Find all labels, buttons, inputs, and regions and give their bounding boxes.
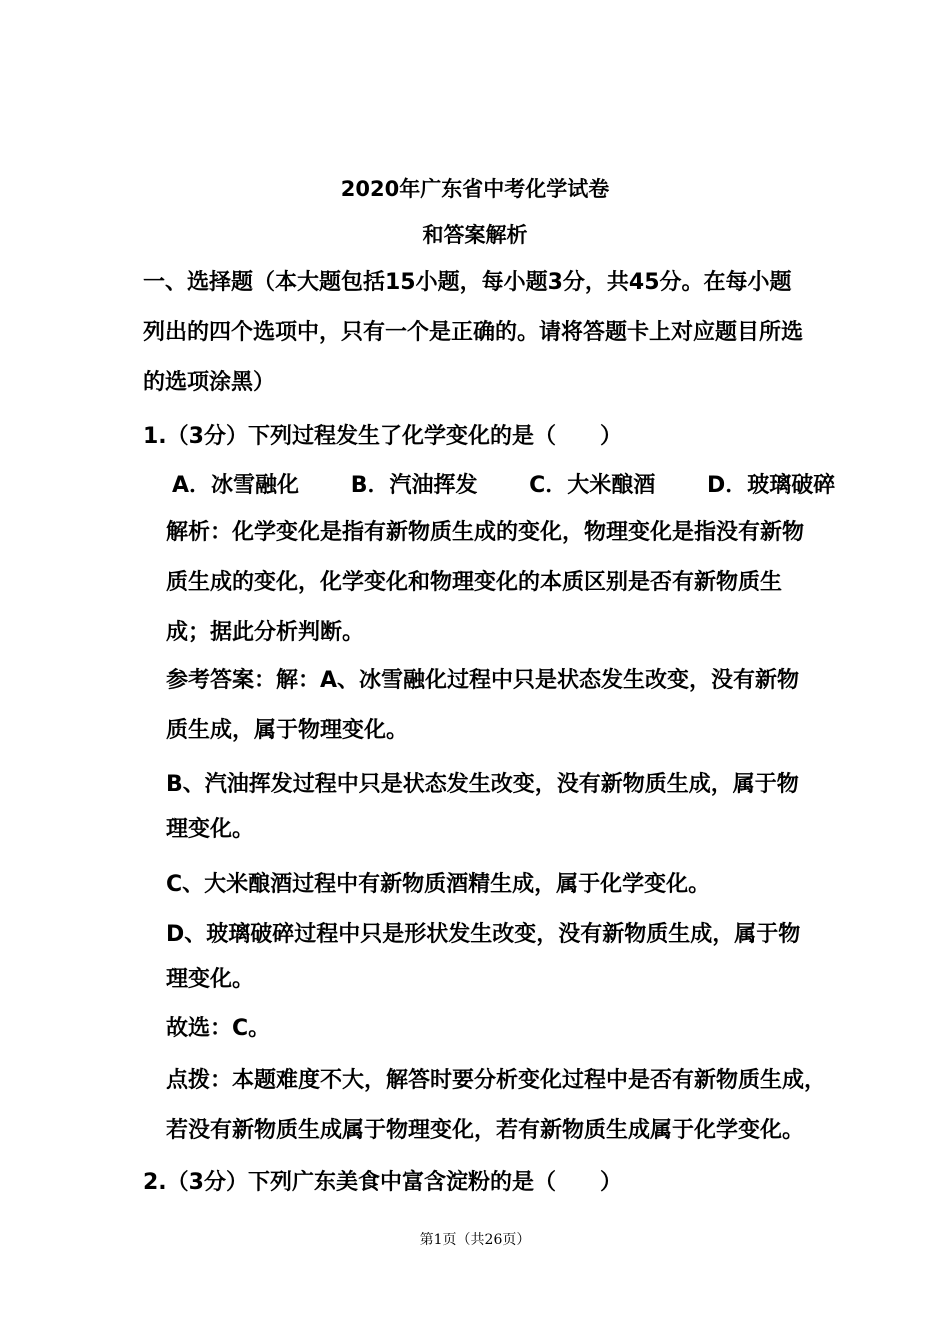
- q1-analysis-line-1: 解析：化学变化是指有新物质生成的变化，物理变化是指没有新物: [166, 520, 805, 545]
- q1-tip-line-2: 若没有新物质生成属于物理变化，若有新物质生成属于化学变化。: [166, 1118, 805, 1143]
- q1-option-d: D．玻璃破碎: [706, 473, 836, 498]
- q1-stem: 1.（3分）下列过程发生了化学变化的是（ ）: [143, 424, 622, 449]
- q1-answer-line-8: 故选：C。: [166, 1016, 271, 1041]
- q1-answer-line-1: 参考答案：解：A、冰雪融化过程中只是状态发生改变，没有新物: [166, 668, 800, 693]
- q1-answer-line-6: D、玻璃破碎过程中只是形状发生改变，没有新物质生成，属于物: [166, 922, 801, 947]
- section-heading-line-1: 一、选择题（本大题包括15小题，每小题3分，共45分。在每小题: [143, 270, 792, 295]
- q2-stem: 2.（3分）下列广东美食中富含淀粉的是（ ）: [143, 1170, 622, 1195]
- q1-option-b: B．汽油挥发: [350, 473, 478, 498]
- section-heading-line-3: 的选项涂黑）: [143, 370, 276, 395]
- q1-option-a: A．冰雪融化: [172, 473, 300, 498]
- q1-analysis-line-2: 质生成的变化，化学变化和物理变化的本质区别是否有新物质生: [166, 570, 783, 595]
- q1-analysis-line-3: 成；据此分析判断。: [166, 620, 365, 645]
- q1-answer-line-4: 理变化。: [166, 817, 255, 842]
- q1-options: [172, 473, 879, 499]
- section-heading-line-2: 列出的四个选项中，只有一个是正确的。请将答题卡上对应题目所选: [143, 320, 804, 345]
- q1-tip-line-1: 点拨：本题难度不大，解答时要分析变化过程中是否有新物质生成，: [166, 1068, 827, 1093]
- q1-answer-line-5: C、大米酿酒过程中有新物质酒精生成，属于化学变化。: [166, 872, 711, 897]
- document-title: 2020年广东省中考化学试卷: [340, 177, 610, 201]
- q1-answer-line-3: B、汽油挥发过程中只是状态发生改变，没有新物质生成，属于物: [166, 772, 799, 797]
- q1-option-c: C．大米酿酒: [529, 473, 656, 498]
- page-footer: 第1页（共26页）: [419, 1232, 531, 1248]
- document-subtitle: 和答案解析: [422, 223, 528, 247]
- q1-answer-line-2: 质生成，属于物理变化。: [166, 718, 409, 743]
- q1-answer-line-7: 理变化。: [166, 967, 255, 992]
